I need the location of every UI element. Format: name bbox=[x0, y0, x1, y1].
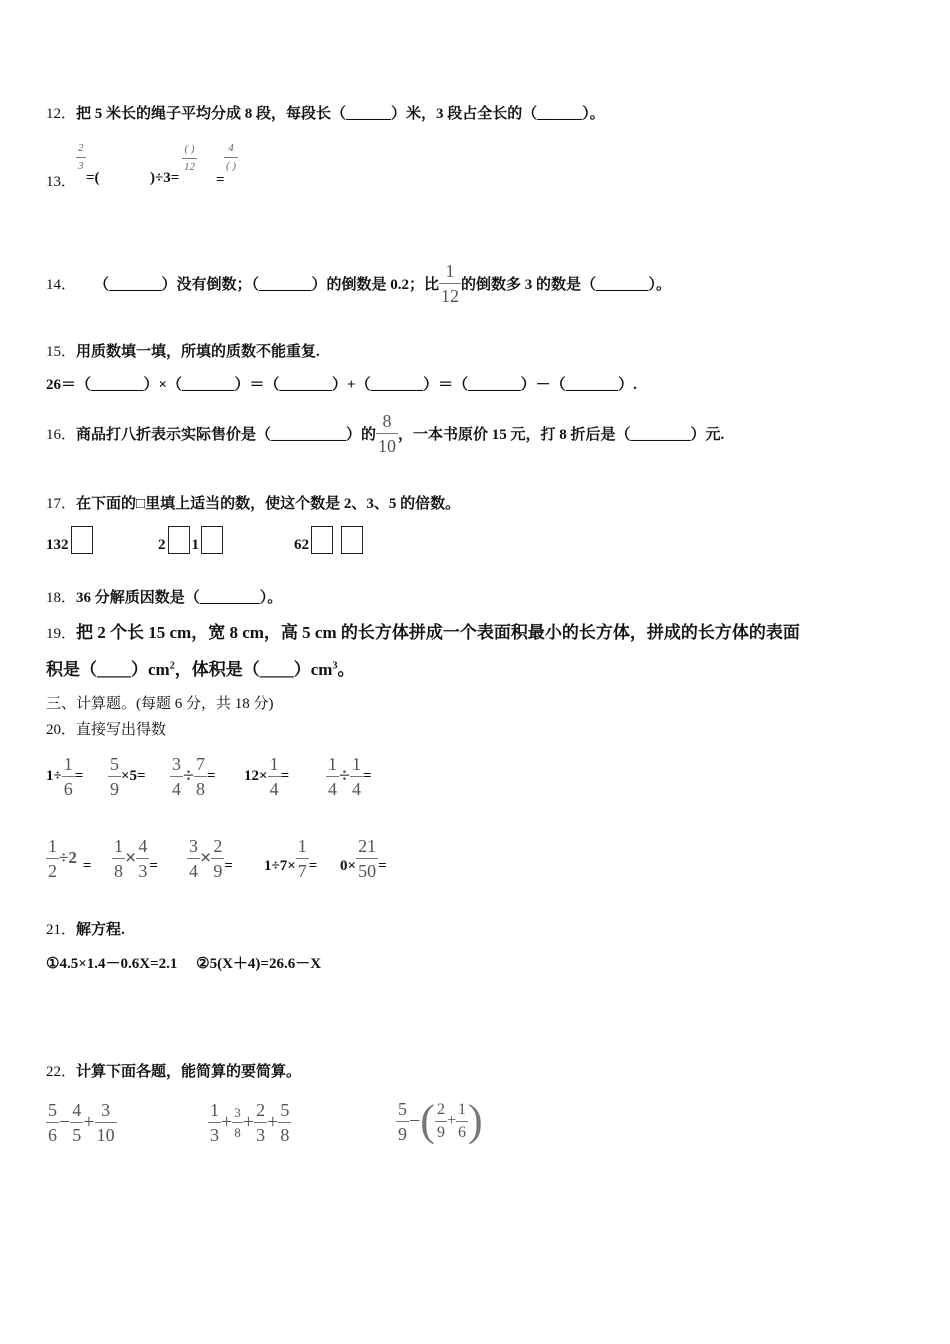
question-22 bbox=[46, 1060, 301, 1081]
fraction: $\frac{1}{4}$ bbox=[351, 753, 361, 799]
question-number: 16． bbox=[46, 426, 77, 443]
fraction: $\frac{2}{3}$ bbox=[256, 1099, 266, 1145]
fraction: $\frac{2}{3}$ bbox=[78, 142, 84, 172]
fraction: $\frac{1}{12}$ bbox=[441, 260, 460, 306]
question-text: 用质数填一填，所填的质数不能重复. bbox=[76, 344, 320, 360]
question-13-number: 13． bbox=[46, 174, 77, 190]
fraction: $\frac{7}{8}$ bbox=[195, 753, 205, 799]
fraction: $\frac{1}{6}$ bbox=[63, 753, 73, 799]
question-21-equations: ①4.5×1.4－0.6X=2.1 ②5(X＋4)=26.6－X bbox=[46, 956, 322, 972]
fraction: $\frac{4}{3}$ bbox=[138, 835, 148, 881]
question-text: 直接写出得数 bbox=[76, 722, 167, 738]
fraction: $\frac{21}{50}$ bbox=[358, 835, 377, 881]
fraction: $\frac{1}{6}$ bbox=[457, 1100, 466, 1141]
question-number: 12． bbox=[46, 106, 77, 122]
calc-item: $\frac{1}{8}$ × $\frac{4}{3}$ = bbox=[114, 835, 158, 881]
fraction: $\frac{3}{8}$ bbox=[234, 1104, 241, 1140]
fraction: $\frac{2}{9}$ bbox=[436, 1100, 445, 1141]
calc-item: 1÷7× $\frac{1}{7}$ = bbox=[264, 835, 318, 881]
question-text: 在下面的□里填上适当的数，使这个数是 2、3、5 的倍数。 bbox=[76, 496, 461, 512]
calc-item: 1÷ $\frac{1}{6}$ = bbox=[46, 753, 84, 799]
fraction: 4 ( ) bbox=[226, 142, 237, 172]
fraction: $\frac{4}{5}$ bbox=[72, 1099, 82, 1145]
section-title: 三、计算题。(每题 6 分，共 18 分) bbox=[46, 696, 274, 712]
calc-item: 12× $\frac{1}{4}$ = bbox=[244, 753, 290, 799]
question-number: 17． bbox=[46, 496, 77, 512]
question-text: 36 分解质因数是（________）。 bbox=[76, 590, 283, 606]
question-text: 商品打八折表示实际售价是（__________）的 bbox=[76, 426, 377, 443]
fraction: $\frac{1}{7}$ bbox=[297, 835, 307, 881]
answer-box[interactable] bbox=[168, 526, 190, 554]
fraction: $\frac{1}{2}$ bbox=[48, 835, 57, 881]
fraction: $\frac{5}{8}$ bbox=[280, 1099, 290, 1145]
fraction: $\frac{5}{9}$ bbox=[110, 753, 119, 799]
question-text: 的倒数多 3 的数是（_______）。 bbox=[461, 276, 672, 293]
calc-expression-c: $\frac{5}{9}$ − ( $\frac{2}{9}$ + $\frac{1}{6}$ ) bbox=[398, 1096, 483, 1145]
question-17-item-3: 62 bbox=[294, 526, 365, 554]
calc-item: $\frac{5}{9}$ ×5= bbox=[110, 753, 146, 799]
fraction: $\frac{8}{10}$ bbox=[378, 410, 397, 456]
question-17 bbox=[46, 492, 460, 513]
fraction: $\frac{1}{8}$ bbox=[114, 835, 123, 881]
calc-expression-b: $\frac{1}{3}$ + $\frac{3}{8}$ + $\frac{2}{3}$ + $\frac{5}{8}$ bbox=[210, 1099, 290, 1145]
question-17-item-2: 2 1 bbox=[158, 526, 225, 554]
question-14 bbox=[46, 258, 671, 308]
fraction: $\frac{2}{9}$ bbox=[213, 835, 223, 881]
answer-box[interactable] bbox=[311, 526, 333, 554]
question-21 bbox=[46, 918, 125, 939]
answer-box[interactable] bbox=[71, 526, 93, 554]
question-17-item-1: 132 bbox=[46, 526, 95, 554]
question-text: （_______）没有倒数；（_______）的倒数是 0.2；比 bbox=[94, 276, 440, 293]
question-19-line2: 积是$(\_\_\_\_)cm^2$，体积是$(\_\_\_\_)cm^3$。 bbox=[46, 660, 355, 679]
fraction: $\frac{1}{4}$ bbox=[269, 753, 279, 799]
question-text: 计算下面各题，能简算的要简算。 bbox=[76, 1064, 302, 1080]
question-15 bbox=[46, 340, 320, 361]
question-number: 20． bbox=[46, 722, 77, 738]
fraction: $\frac{3}{4}$ bbox=[189, 835, 198, 881]
question-number: 21． bbox=[46, 922, 77, 938]
question-number: 18． bbox=[46, 590, 77, 606]
question-number: 22． bbox=[46, 1064, 77, 1080]
question-19-line1: 19．把 2 个长 15 cm，宽 8 cm，高 5 cm 的长方体拼成一个表面积最小的长方体，拼成的长方体的表面 bbox=[46, 623, 800, 642]
calc-item: $\frac{1}{4}$ ÷ $\frac{1}{4}$ = bbox=[328, 753, 372, 799]
question-number: 15． bbox=[46, 344, 77, 360]
fraction: $\frac{5}{9}$ bbox=[398, 1098, 407, 1144]
question-number: 19． bbox=[46, 626, 77, 642]
fraction: ( ) 12 bbox=[184, 143, 195, 173]
calc-item: 0× $\frac{21}{50}$ = bbox=[340, 835, 387, 881]
fraction: $\frac{5}{6}$ bbox=[48, 1099, 57, 1145]
fraction: $\frac{3}{4}$ bbox=[172, 753, 181, 799]
answer-box[interactable] bbox=[201, 526, 223, 554]
fraction: $\frac{1}{4}$ bbox=[328, 753, 337, 799]
question-15-line2: 26＝（_______）×（_______）＝（_______）+（_______）＝（_______）－（_______）. bbox=[46, 377, 637, 393]
calc-item: $\frac{3}{4}$ × $\frac{2}{9}$ = bbox=[189, 835, 233, 881]
question-12 bbox=[46, 102, 605, 123]
question-18 bbox=[46, 586, 282, 607]
question-20 bbox=[46, 718, 166, 739]
answer-box[interactable] bbox=[341, 526, 363, 554]
calc-item: $\frac{1}{2}$ ÷2 = bbox=[48, 835, 92, 881]
question-16 bbox=[46, 408, 724, 458]
question-text: ，一本书原价 15 元，打 8 折后是（________）元. bbox=[398, 426, 725, 443]
question-text: 把 5 米长的绳子平均分成 8 段，每段长（______）米，3 段占全长的（______）。 bbox=[76, 106, 605, 122]
question-text: 解方程. bbox=[76, 922, 125, 938]
question-13-eq2: = bbox=[216, 172, 225, 188]
question-13-mid: )÷3= bbox=[150, 170, 180, 186]
question-number: 14． bbox=[46, 276, 77, 293]
calc-expression-a: $\frac{5}{6}$ − $\frac{4}{5}$ + $\frac{3}{10}$ bbox=[48, 1099, 115, 1145]
fraction: $\frac{1}{3}$ bbox=[210, 1099, 219, 1145]
question-13-eq1: =( bbox=[86, 170, 100, 186]
fraction: $\frac{3}{10}$ bbox=[96, 1099, 115, 1145]
calc-item: $\frac{3}{4}$ ÷ $\frac{7}{8}$ = bbox=[172, 753, 216, 799]
